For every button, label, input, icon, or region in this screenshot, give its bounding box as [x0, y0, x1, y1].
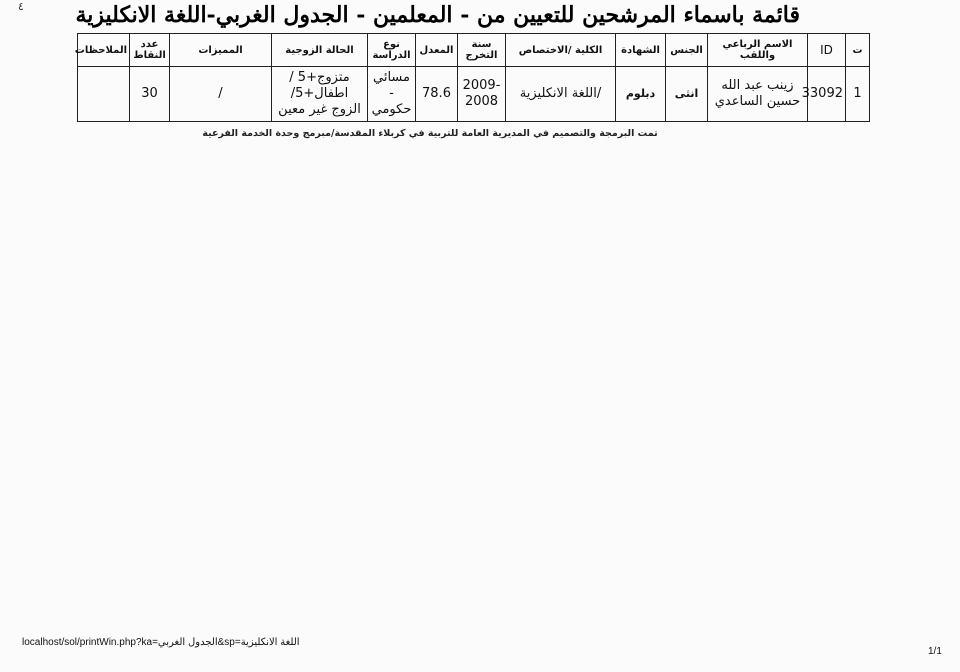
header-points: عدد النقاط [130, 34, 170, 67]
cell-study-type: مسائي - حكومي [368, 67, 416, 122]
cell-grad-year: 2009-2008 [458, 67, 506, 122]
header-marital: الحالة الزوجية [272, 34, 368, 67]
header-seq: ت [846, 34, 870, 67]
page-number: 1/1 [928, 646, 942, 657]
footer-note: تمت البرمجة والتصميم في المديرية العامة للتربية في كربلاء المقدسة/مبرمج وحدة الخدمة الفرعية [202, 128, 658, 139]
cell-id: 33092 [808, 67, 846, 122]
cell-notes [78, 67, 130, 122]
header-study-type: نوع الدراسة [368, 34, 416, 67]
cell-name: زينب عبد الله حسين الساعدي [708, 67, 808, 122]
print-url: localhost/sol/printWin.php?ka=الجدول الغربي&sp=اللغة الانكليزية [22, 637, 300, 648]
table-row [78, 67, 870, 122]
header-grad-year: سنة التخرج [458, 34, 506, 67]
cell-average: 78.6 [416, 67, 458, 122]
header-id: ID [808, 34, 846, 67]
cell-points: 30 [130, 67, 170, 122]
cell-features: / [170, 67, 272, 122]
cell-marital: متزوج+5 / اطفال+5/ الزوج غير معين [272, 67, 368, 122]
header-name: الاسم الرباعي واللقب [708, 34, 808, 67]
cell-seq: 1 [846, 67, 870, 122]
cell-gender: انثى [666, 67, 708, 122]
header-features: المميزات [170, 34, 272, 67]
header-notes: الملاحظات [78, 34, 130, 67]
corner-mark: ٤ [18, 0, 24, 13]
candidates-table [74, 33, 870, 122]
cell-certificate: دبلوم [616, 67, 666, 122]
header-average: المعدل [416, 34, 458, 67]
table-header-row [78, 34, 870, 67]
header-gender: الجنس [666, 34, 708, 67]
header-certificate: الشهادة [616, 34, 666, 67]
cell-college: /اللغة الانكليزية [506, 67, 616, 122]
page-title: قائمة باسماء المرشحين للتعيين من - المعلمين - الجدول الغربي-اللغة الانكليزية [75, 2, 800, 28]
header-college: الكلية /الاختصاص [506, 34, 616, 67]
